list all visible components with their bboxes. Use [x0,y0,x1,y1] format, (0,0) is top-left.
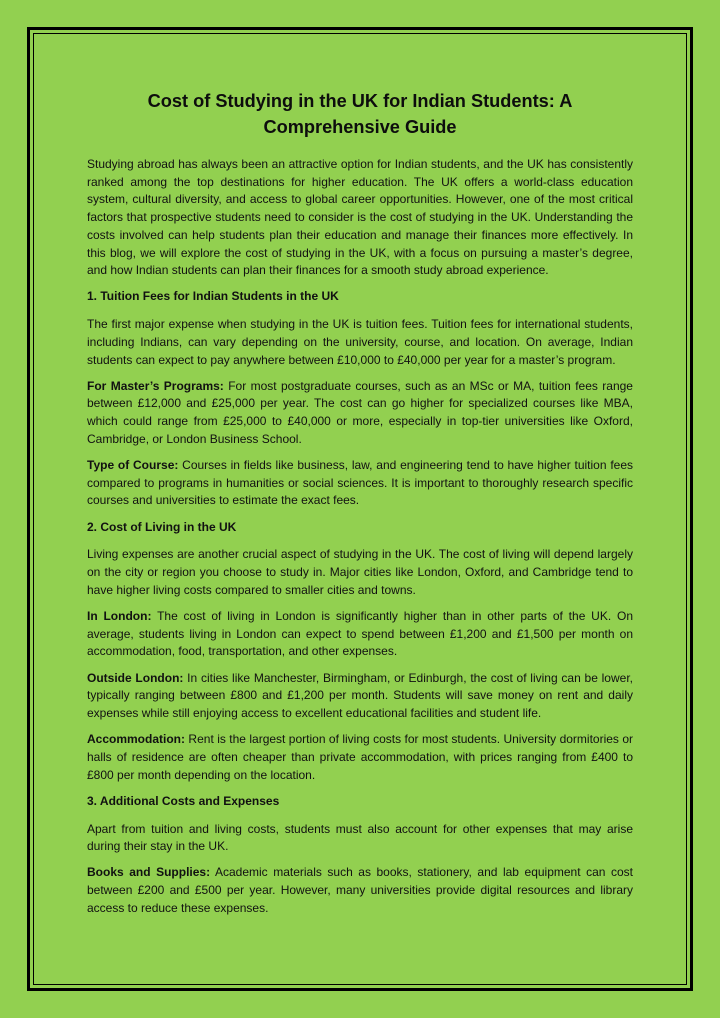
section-heading-living: 2. Cost of Living in the UK [87,519,237,534]
page-title: Cost of Studying in the UK for Indian Students: A Comprehensive Guide [147,91,573,137]
type-of-course-text: Courses in fields like business, law, and engineering tend to have higher tuition fees compared to programs in humanities or social sciences. It is important to thoroughly research specific courses and universities to estimate the exact fees. [87,458,633,508]
type-of-course-paragraph [87,457,633,510]
accommodation-paragraph [87,731,633,784]
living-paragraph: Living expenses are another crucial aspect of studying in the UK. The cost of living will depend largely on the city or region you choose to study in. Major cities like London, Oxford, and Cambridge tend to have higher living costs compared to smaller cities and towns. [87,547,633,597]
tuition-paragraph: The first major expense when studying in the UK is tuition fees. Tuition fees for international students, including Indians, can vary depending on the university, course, and location. On average, Indian students can expect to pay anywhere between £10,000 to £40,000 per year for a master’s program. [87,317,633,367]
outside-london-text: In cities like Manchester, Birmingham, or Edinburgh, the cost of living can be lower, typically ranging between £800 and £1,200 per month. Students will save money on rent and daily expenses while still enjoying access to excellent educational facilities and student life. [87,670,633,720]
intro-paragraph: Studying abroad has always been an attractive option for Indian students, and the UK has consistently ranked among the top destinations for higher education. The UK offers a world-class education system, cultural diversity, and access to global career opportunities. However, one of the most critical factors that prospective students need to consider is the cost of studying in the UK. Understanding the costs involved can help students plan their education and manage their finances more effectively. In this blog, we will explore the cost of studying in the UK, with a focus on pursuing a master’s degree, and how Indian students can plan their finances for a smooth study abroad experience. [87,157,633,278]
accommodation-label: Accommodation: [87,732,186,747]
books-supplies-text: Academic materials such as books, stationery, and lab equipment can cost between £200 and £500 per year. However, many universities provide digital resources and library access to reduce these expenses. [87,865,633,915]
masters-programs-label: For Master’s Programs: [87,378,224,393]
books-supplies-label: Books and Supplies: [87,865,211,880]
masters-programs-text: For most postgraduate courses, such as an MSc or MA, tuition fees range between £12,000 and £25,000 per year. The cost can go higher for specialized courses like MBA, which could range from £25,000 to £40,000 or more, especially in top-tier universities like Oxford, Cambridge, or London Business School. [87,378,633,446]
section-heading-tuition: 1. Tuition Fees for Indian Students in the UK [87,289,339,304]
in-london-text: The cost of living in London is significantly higher than in other parts of the UK. On average, students living in London can expect to spend between £1,200 and £1,500 per month on accommodation, food, transportation, and other expenses. [87,608,634,659]
type-of-course-label: Type of Course: [87,458,179,473]
accommodation-text: Rent is the largest portion of living costs for most students. University dormitories or halls of residence are often cheaper than private accommodation, with prices ranging from £400 to £800 per month depending on the location. [87,732,633,782]
in-london-label: In London: [87,608,152,623]
additional-paragraph: Apart from tuition and living costs, students must also account for other expenses that may arise during their stay in the UK. [87,821,633,854]
section-heading-additional: 3. Additional Costs and Expenses [87,793,280,808]
article-body [87,88,633,926]
outside-london-paragraph [87,670,633,723]
books-supplies-paragraph [87,864,633,917]
in-london-paragraph [87,608,633,661]
masters-programs-paragraph [87,378,633,449]
outside-london-label: Outside London: [87,670,184,685]
